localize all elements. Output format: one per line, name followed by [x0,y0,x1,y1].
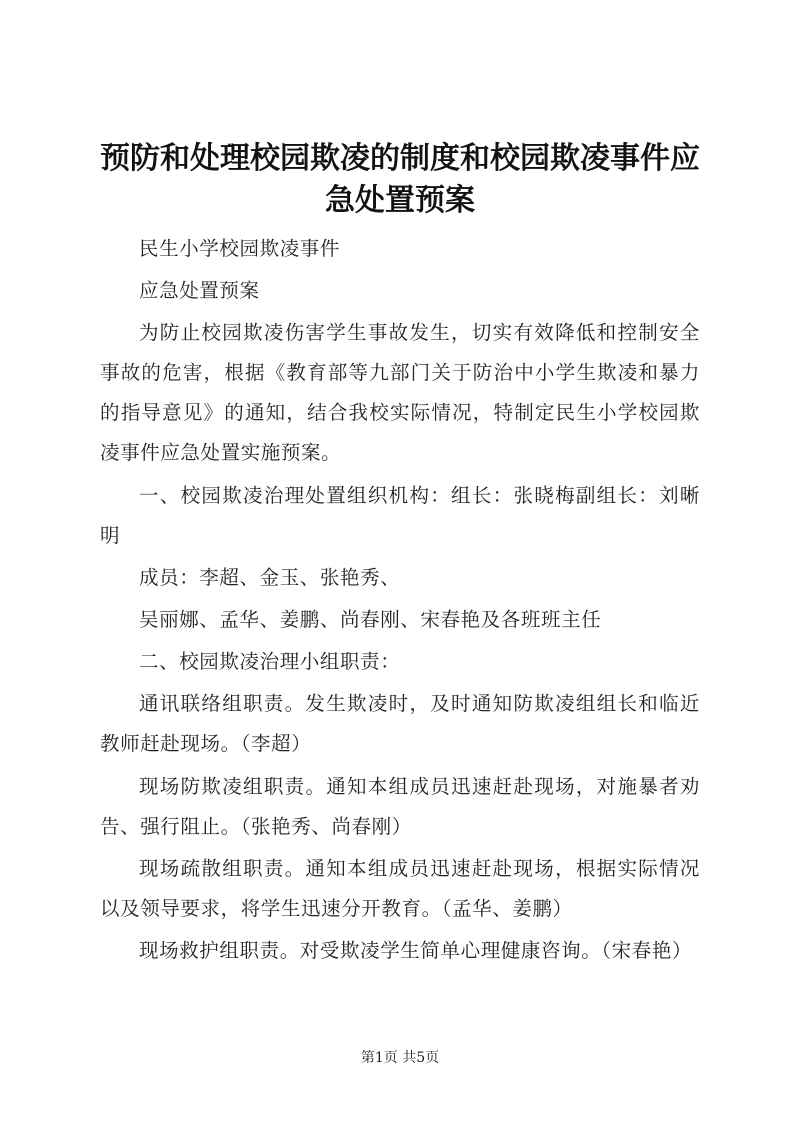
paragraph-organization: 一、校园欺凌治理处置组织机构：组长：张晓梅副组长：刘晰明 [100,483,700,547]
paragraph-intro: 为防止校园欺凌伤害学生事故发生，切实有效降低和控制安全事故的危害，根据《教育部等九部门关于防治中小学生欺凌和暴力的指导意见》的通知，结合我校实际情况，特制定民生小学校园欺凌事件应急处置实施预案。 [100,321,700,465]
paragraph-plan-subtitle: 应急处置预案 [139,279,260,303]
document-title: 预防和处理校园欺凌的制度和校园欺凌事件应急处置预案 [100,141,700,218]
paragraph-school-event: 民生小学校园欺凌事件 [139,237,341,260]
paragraph-communication-duty: 通讯联络组职责。发生欺凌时，及时通知防欺凌组组长和临近教师赶赴现场。（李超） [100,692,700,756]
paragraph-members-cont: 吴丽娜、孟华、姜鹏、尚春刚、宋春艳及各班班主任 [139,607,602,631]
paragraph-rescue-duty: 现场救护组职责。对受欺凌学生简单心理健康咨询。（宋春艳） [139,938,693,962]
paragraph-anti-bullying-duty: 现场防欺凌组职责。通知本组成员迅速赶赴现场，对施暴者劝告、强行阻止。（张艳秀、尚春刚） [100,774,700,838]
paragraph-members: 成员：李超、金玉、张艳秀、 [139,565,401,589]
paragraph-evacuation-duty: 现场疏散组职责。通知本组成员迅速赶赴现场，根据实际情况以及领导要求，将学生迅速分开教育。（孟华、姜鹏） [100,856,700,920]
document-body [100,229,700,973]
paragraph-duties-heading: 二、校园欺凌治理小组职责： [139,650,401,674]
page-footer: 第1页 共5页 [360,1050,440,1066]
